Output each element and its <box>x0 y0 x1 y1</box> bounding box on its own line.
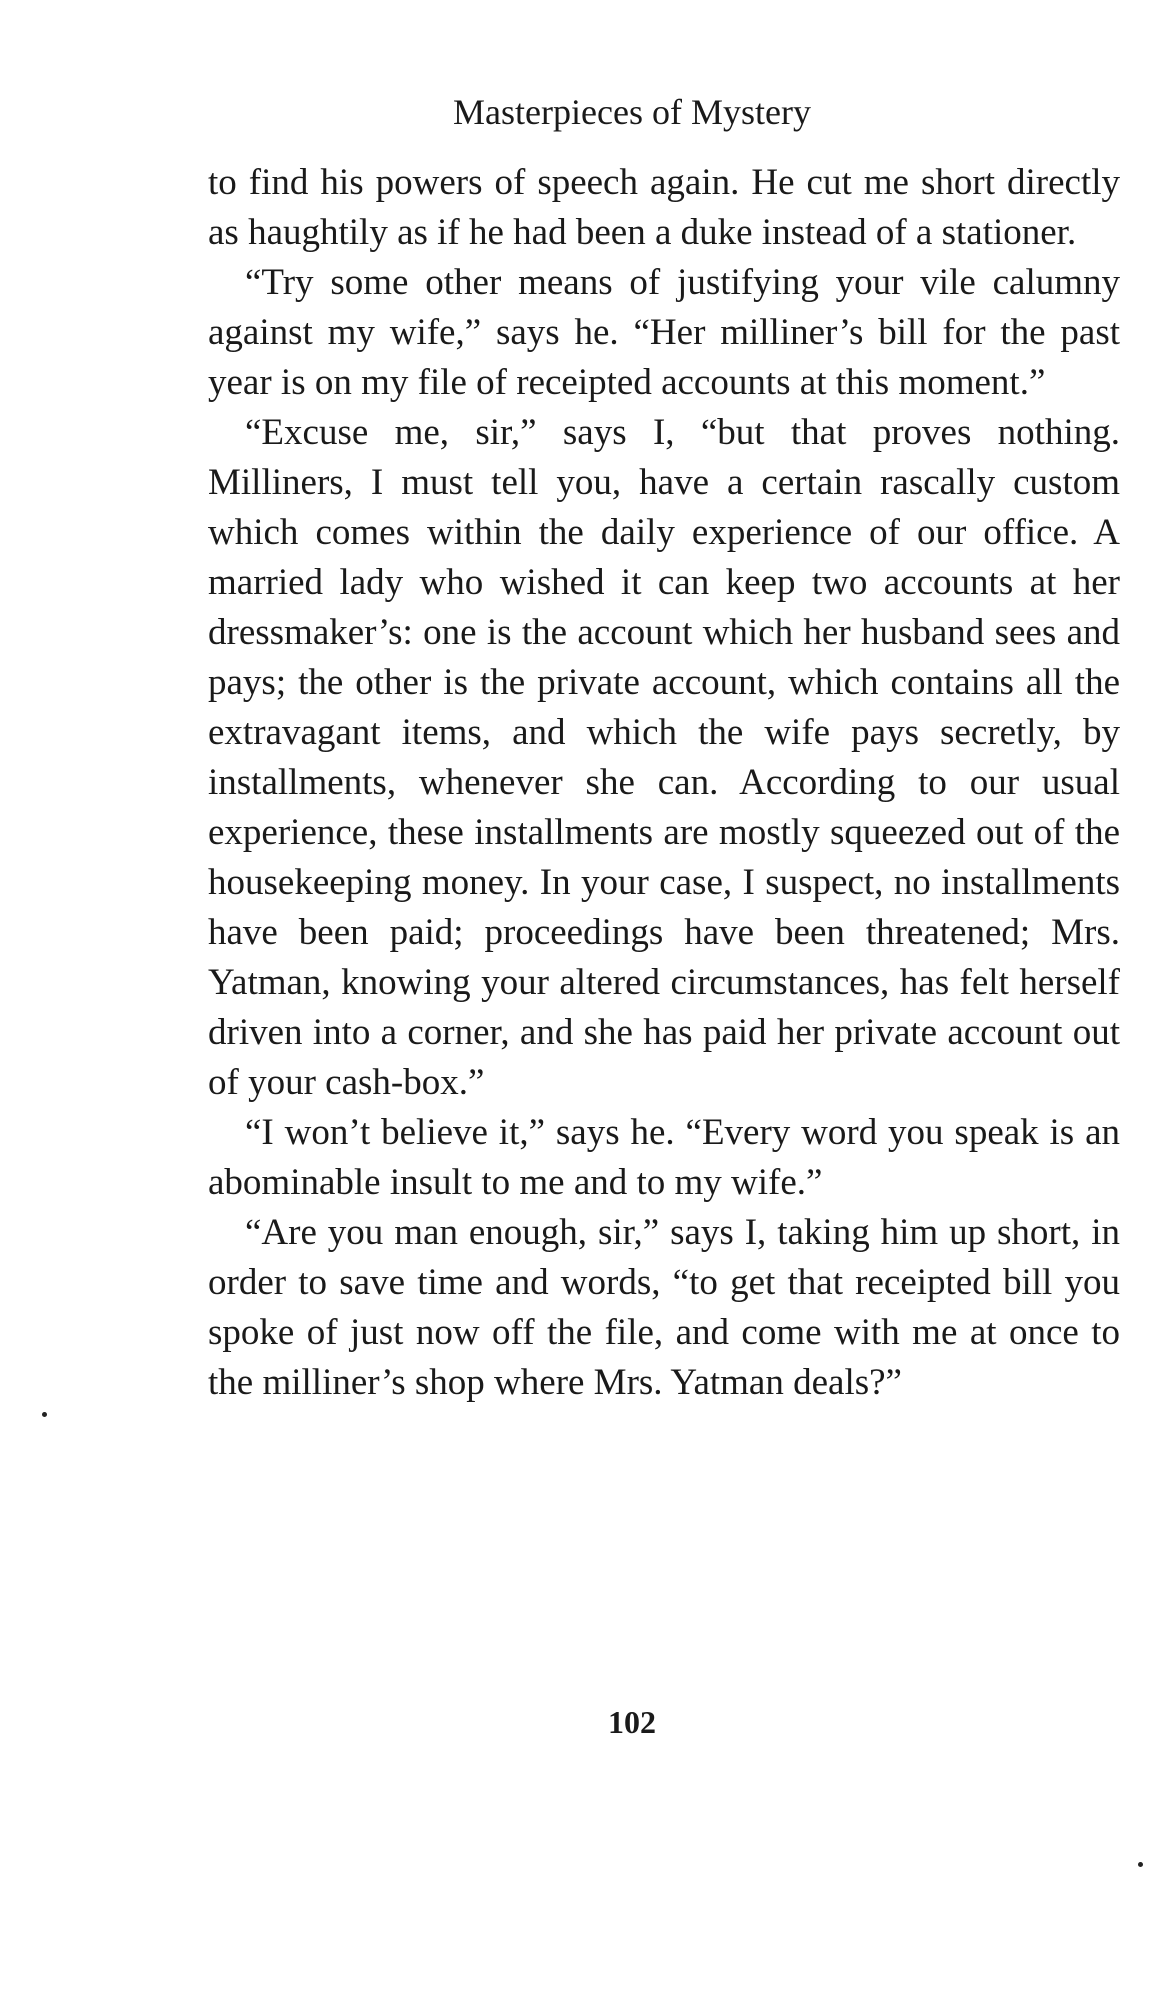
page-number: 102 <box>608 1704 656 1740</box>
paragraph-4: “I won’t believe it,” says he. “Every word you speak is an abominable insult to me and to my wife.” <box>208 1112 1120 1203</box>
paragraph-3: “Excuse me, sir,” says I, “but that proves nothing. Milliners, I must tell you, have a certain rascally custom which comes within the daily experience of our office. A married lady who wished it can keep two accounts at her dressmaker’s: one is the account which her husband sees and pays; the other is the private account, which contains all the extravagant items, and which the wife pays secretly, by installments, whenever she can. According to our usual experience, these installments are mostly squeezed out of the housekeeping money. In your case, I suspect, no installments have been paid; proceedings have been threatened; Mrs. Yatman, knowing your altered circumstances, has felt herself driven into a corner, and she has paid her private account out of your cash-box.” <box>208 412 1120 1103</box>
running-head: Masterpieces of Mystery <box>453 92 811 132</box>
paragraph-1: to find his powers of speech again. He cut me short directly as haughtily as if he had been a duke instead of a stationer. <box>208 162 1120 253</box>
paragraph-2: “Try some other means of justifying your vile calumny against my wife,” says he. “Her milliner’s bill for the past year is on my file of receipted accounts at this moment.” <box>208 262 1120 403</box>
ink-speck <box>42 1412 47 1417</box>
paragraph-5: “Are you man enough, sir,” says I, taking him up short, in order to save time and words, “to get that receipted bill you spoke of just now off the file, and come with me at once to the milliner’s shop where Mrs. Yatman deals?” <box>208 1212 1120 1403</box>
body-text <box>208 158 1120 1408</box>
ink-speck <box>1138 1862 1143 1867</box>
